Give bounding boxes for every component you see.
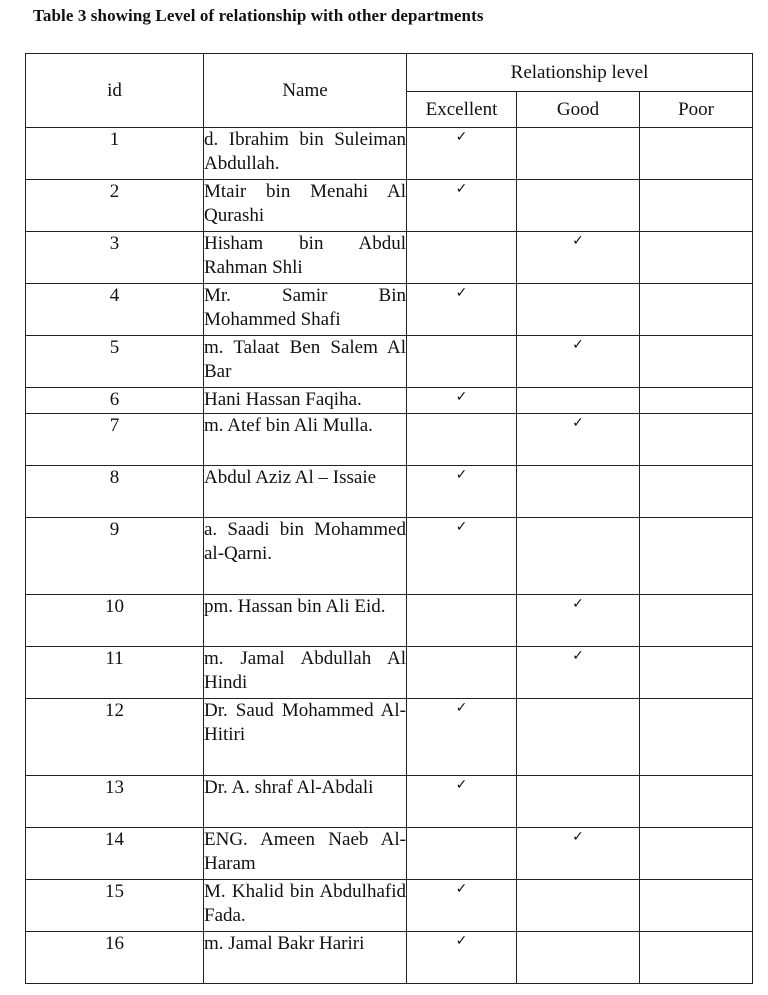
row-name-cell: d. Ibrahim bin Suleiman Abdullah. [204, 128, 407, 180]
check-mark-icon: ✓ [455, 285, 468, 301]
row-id-cell: 9 [26, 518, 204, 595]
level-cell-excellent [407, 466, 517, 518]
check-mark-icon: ✓ [455, 777, 468, 793]
table-row [26, 518, 753, 595]
excellent-column-header: Excellent [407, 92, 517, 128]
table-row [26, 776, 753, 828]
level-cell-good [517, 518, 640, 595]
good-column-header: Good [517, 92, 640, 128]
level-cell-excellent [407, 336, 517, 388]
row-id-cell: 6 [26, 388, 204, 414]
check-mark-icon: ✓ [572, 233, 584, 249]
row-id-cell: 8 [26, 466, 204, 518]
level-cell-excellent [407, 284, 517, 336]
table-row [26, 388, 753, 414]
table-row [26, 595, 753, 647]
table-row [26, 232, 753, 284]
table-caption: Table 3 showing Level of relationship with other departments [33, 6, 484, 25]
level-cell-excellent [407, 128, 517, 180]
level-cell-poor [640, 647, 753, 699]
level-cell-excellent [407, 932, 517, 984]
row-name-cell: Hisham bin Abdul Rahman Shli [204, 232, 407, 284]
row-name-cell: pm. Hassan bin Ali Eid. [204, 595, 407, 647]
level-cell-poor [640, 232, 753, 284]
level-cell-poor [640, 388, 753, 414]
level-cell-excellent [407, 414, 517, 466]
poor-column-header: Poor [640, 92, 753, 128]
table-row [26, 880, 753, 932]
table-row [26, 699, 753, 776]
table-row [26, 466, 753, 518]
check-mark-icon: ✓ [572, 337, 584, 353]
table-row [26, 336, 753, 388]
level-cell-good [517, 232, 640, 284]
level-cell-poor [640, 518, 753, 595]
row-id-cell: 1 [26, 128, 204, 180]
row-id-cell: 2 [26, 180, 204, 232]
level-cell-poor [640, 932, 753, 984]
level-cell-excellent [407, 880, 517, 932]
row-id-cell: 12 [26, 699, 204, 776]
row-name-cell: m. Jamal Abdullah Al Hindi [204, 647, 407, 699]
level-cell-good [517, 466, 640, 518]
row-name-cell: m. Jamal Bakr Hariri [204, 932, 407, 984]
row-name-cell: ENG. Ameen Naeb Al-Haram [204, 828, 407, 880]
row-name-cell: Dr. A. shraf Al-Abdali [204, 776, 407, 828]
level-cell-poor [640, 336, 753, 388]
row-id-cell: 3 [26, 232, 204, 284]
row-id-cell: 10 [26, 595, 204, 647]
row-name-cell: a. Saadi bin Mohammed al-Qarni. [204, 518, 407, 595]
check-mark-icon: ✓ [572, 648, 584, 664]
check-mark-icon: ✓ [455, 181, 468, 197]
level-cell-good [517, 699, 640, 776]
row-id-cell: 15 [26, 880, 204, 932]
row-id-cell: 4 [26, 284, 204, 336]
id-column-header: id [26, 54, 204, 128]
row-name-cell: m. Talaat Ben Salem Al Bar [204, 336, 407, 388]
table-row [26, 128, 753, 180]
level-cell-excellent [407, 595, 517, 647]
level-cell-excellent [407, 232, 517, 284]
table-row [26, 284, 753, 336]
check-mark-icon: ✓ [572, 415, 584, 431]
row-id-cell: 16 [26, 932, 204, 984]
row-id-cell: 14 [26, 828, 204, 880]
row-name-cell: Dr. Saud Mohammed Al-Hitiri [204, 699, 407, 776]
table-row [26, 828, 753, 880]
check-mark-icon: ✓ [572, 829, 584, 845]
level-cell-excellent [407, 647, 517, 699]
table-row [26, 647, 753, 699]
level-cell-excellent [407, 518, 517, 595]
level-cell-poor [640, 180, 753, 232]
level-cell-good [517, 336, 640, 388]
row-id-cell: 11 [26, 647, 204, 699]
level-cell-excellent [407, 776, 517, 828]
relationship-table [25, 53, 753, 984]
row-id-cell: 13 [26, 776, 204, 828]
level-cell-excellent [407, 388, 517, 414]
table-row [26, 932, 753, 984]
row-name-cell: Hani Hassan Faqiha. [204, 388, 407, 414]
level-cell-good [517, 180, 640, 232]
level-cell-good [517, 284, 640, 336]
row-name-cell: M. Khalid bin Abdulhafid Fada. [204, 880, 407, 932]
name-column-header: Name [204, 54, 407, 128]
row-name-cell: Mr. Samir Bin Mohammed Shafi [204, 284, 407, 336]
level-cell-excellent [407, 828, 517, 880]
check-mark-icon: ✓ [455, 700, 468, 716]
row-id-cell: 7 [26, 414, 204, 466]
level-cell-good [517, 414, 640, 466]
table-row [26, 414, 753, 466]
check-mark-icon: ✓ [455, 881, 468, 897]
level-cell-good [517, 932, 640, 984]
level-cell-poor [640, 776, 753, 828]
level-cell-good [517, 647, 640, 699]
level-cell-poor [640, 128, 753, 180]
check-mark-icon: ✓ [455, 129, 468, 145]
table-row [26, 180, 753, 232]
check-mark-icon: ✓ [455, 467, 468, 483]
row-name-cell: m. Atef bin Ali Mulla. [204, 414, 407, 466]
level-cell-poor [640, 828, 753, 880]
level-cell-poor [640, 466, 753, 518]
check-mark-icon: ✓ [455, 519, 468, 535]
level-cell-good [517, 828, 640, 880]
table-body [26, 128, 753, 984]
level-cell-good [517, 388, 640, 414]
row-id-cell: 5 [26, 336, 204, 388]
check-mark-icon: ✓ [455, 933, 468, 949]
level-cell-good [517, 595, 640, 647]
level-cell-poor [640, 284, 753, 336]
relationship-level-header: Relationship level [407, 54, 753, 92]
level-cell-poor [640, 595, 753, 647]
check-mark-icon: ✓ [572, 596, 584, 612]
level-cell-excellent [407, 180, 517, 232]
level-cell-poor [640, 880, 753, 932]
level-cell-poor [640, 414, 753, 466]
level-cell-poor [640, 699, 753, 776]
level-cell-good [517, 128, 640, 180]
level-cell-good [517, 776, 640, 828]
check-mark-icon: ✓ [455, 389, 468, 405]
row-name-cell: Mtair bin Menahi Al Qurashi [204, 180, 407, 232]
level-cell-excellent [407, 699, 517, 776]
level-cell-good [517, 880, 640, 932]
row-name-cell: Abdul Aziz Al – Issaie [204, 466, 407, 518]
